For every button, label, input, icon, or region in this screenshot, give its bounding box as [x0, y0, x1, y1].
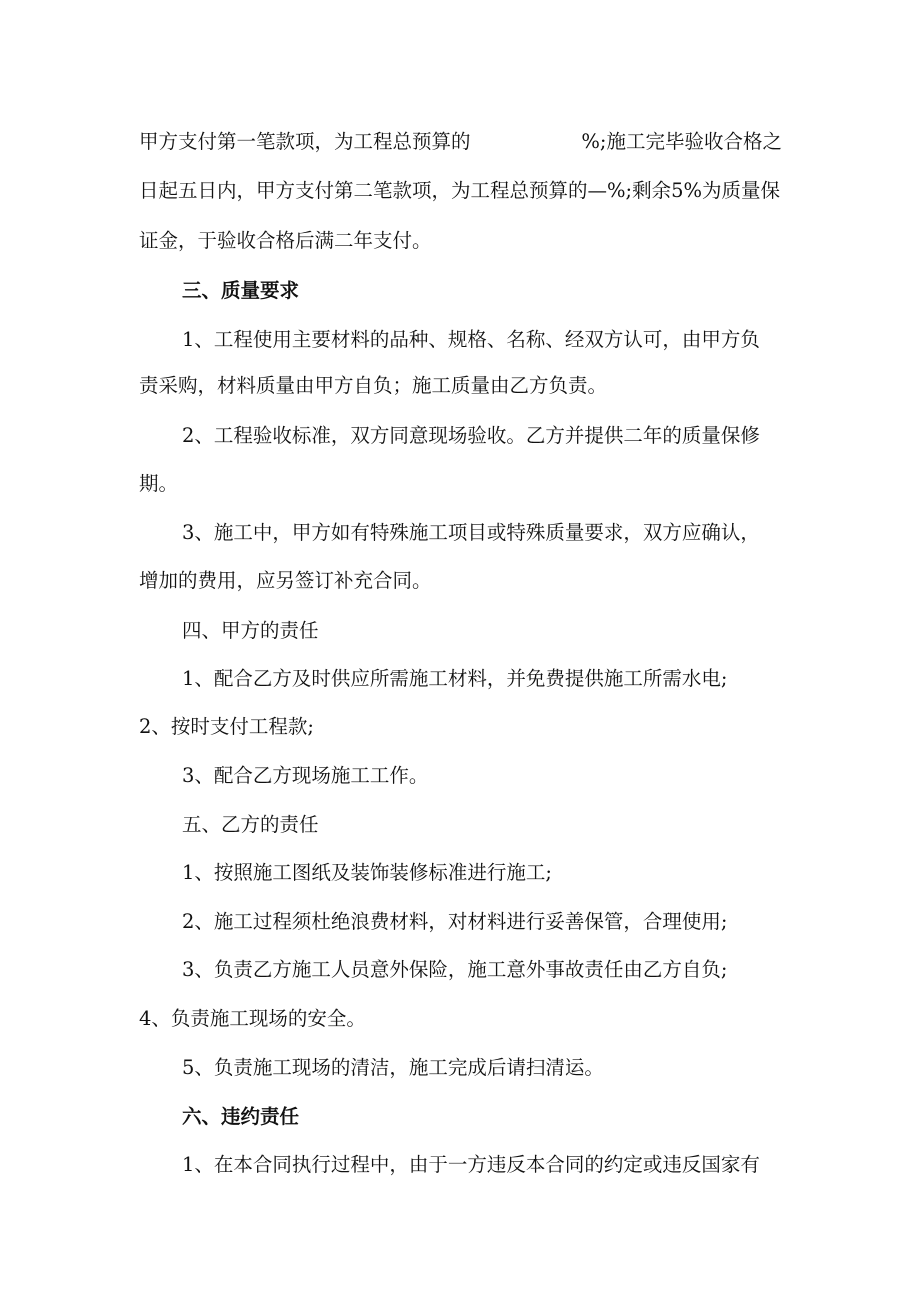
quality-item-1-line-2: 责采购，材料质量由甲方自负；施工质量由乙方负责。	[139, 374, 608, 397]
quality-item-3-line-1: 3、施工中，甲方如有特殊施工项目或特殊质量要求，双方应确认，	[182, 521, 760, 544]
payment-text-1b: %;施工完毕验收合格之	[581, 130, 782, 153]
section-heading-party-b: 五、乙方的责任	[182, 813, 319, 836]
quality-item-3-line-2: 增加的费用，应另签订补充合同。	[139, 569, 432, 592]
section-heading-party-a: 四、甲方的责任	[182, 619, 319, 642]
party-b-item-5: 5、负责施工现场的清洁，施工完成后请扫清运。	[182, 1056, 604, 1079]
payment-line-2: 日起五日内，甲方支付第二笔款项，为工程总预算的—%;剩余5%为质量保	[139, 179, 781, 202]
party-b-item-3: 3、负责乙方施工人员意外保险，施工意外事故责任由乙方自负;	[182, 958, 728, 981]
party-a-item-3: 3、配合乙方现场施工工作。	[182, 764, 429, 787]
blank-percent-field	[493, 127, 559, 157]
section-heading-breach: 六、违约责任	[182, 1105, 300, 1128]
party-b-item-2: 2、施工过程须杜绝浪费材料，对材料进行妥善保管，合理使用;	[182, 910, 728, 933]
payment-line-3: 证金，于验收合格后满二年支付。	[139, 229, 432, 252]
party-a-item-1: 1、配合乙方及时供应所需施工材料，并免费提供施工所需水电;	[182, 667, 728, 690]
party-a-item-2: 2、按时支付工程款;	[139, 715, 314, 738]
payment-line-1	[139, 127, 782, 157]
party-b-item-4: 4、负责施工现场的安全。	[139, 1007, 366, 1030]
quality-item-1-line-1: 1、工程使用主要材料的品种、规格、名称、经双方认可，由甲方负	[182, 328, 760, 351]
quality-item-2-line-1: 2、工程验收标准，双方同意现场验收。乙方并提供二年的质量保修	[182, 424, 760, 447]
section-heading-quality: 三、质量要求	[182, 279, 300, 302]
payment-text-1a: 甲方支付第一笔款项，为工程总预算的	[139, 130, 471, 153]
breach-item-1: 1、在本合同执行过程中，由于一方违反本合同的约定或违反国家有	[182, 1153, 760, 1176]
party-b-item-1: 1、按照施工图纸及装饰装修标准进行施工;	[182, 861, 552, 884]
quality-item-2-line-2: 期。	[139, 472, 179, 495]
